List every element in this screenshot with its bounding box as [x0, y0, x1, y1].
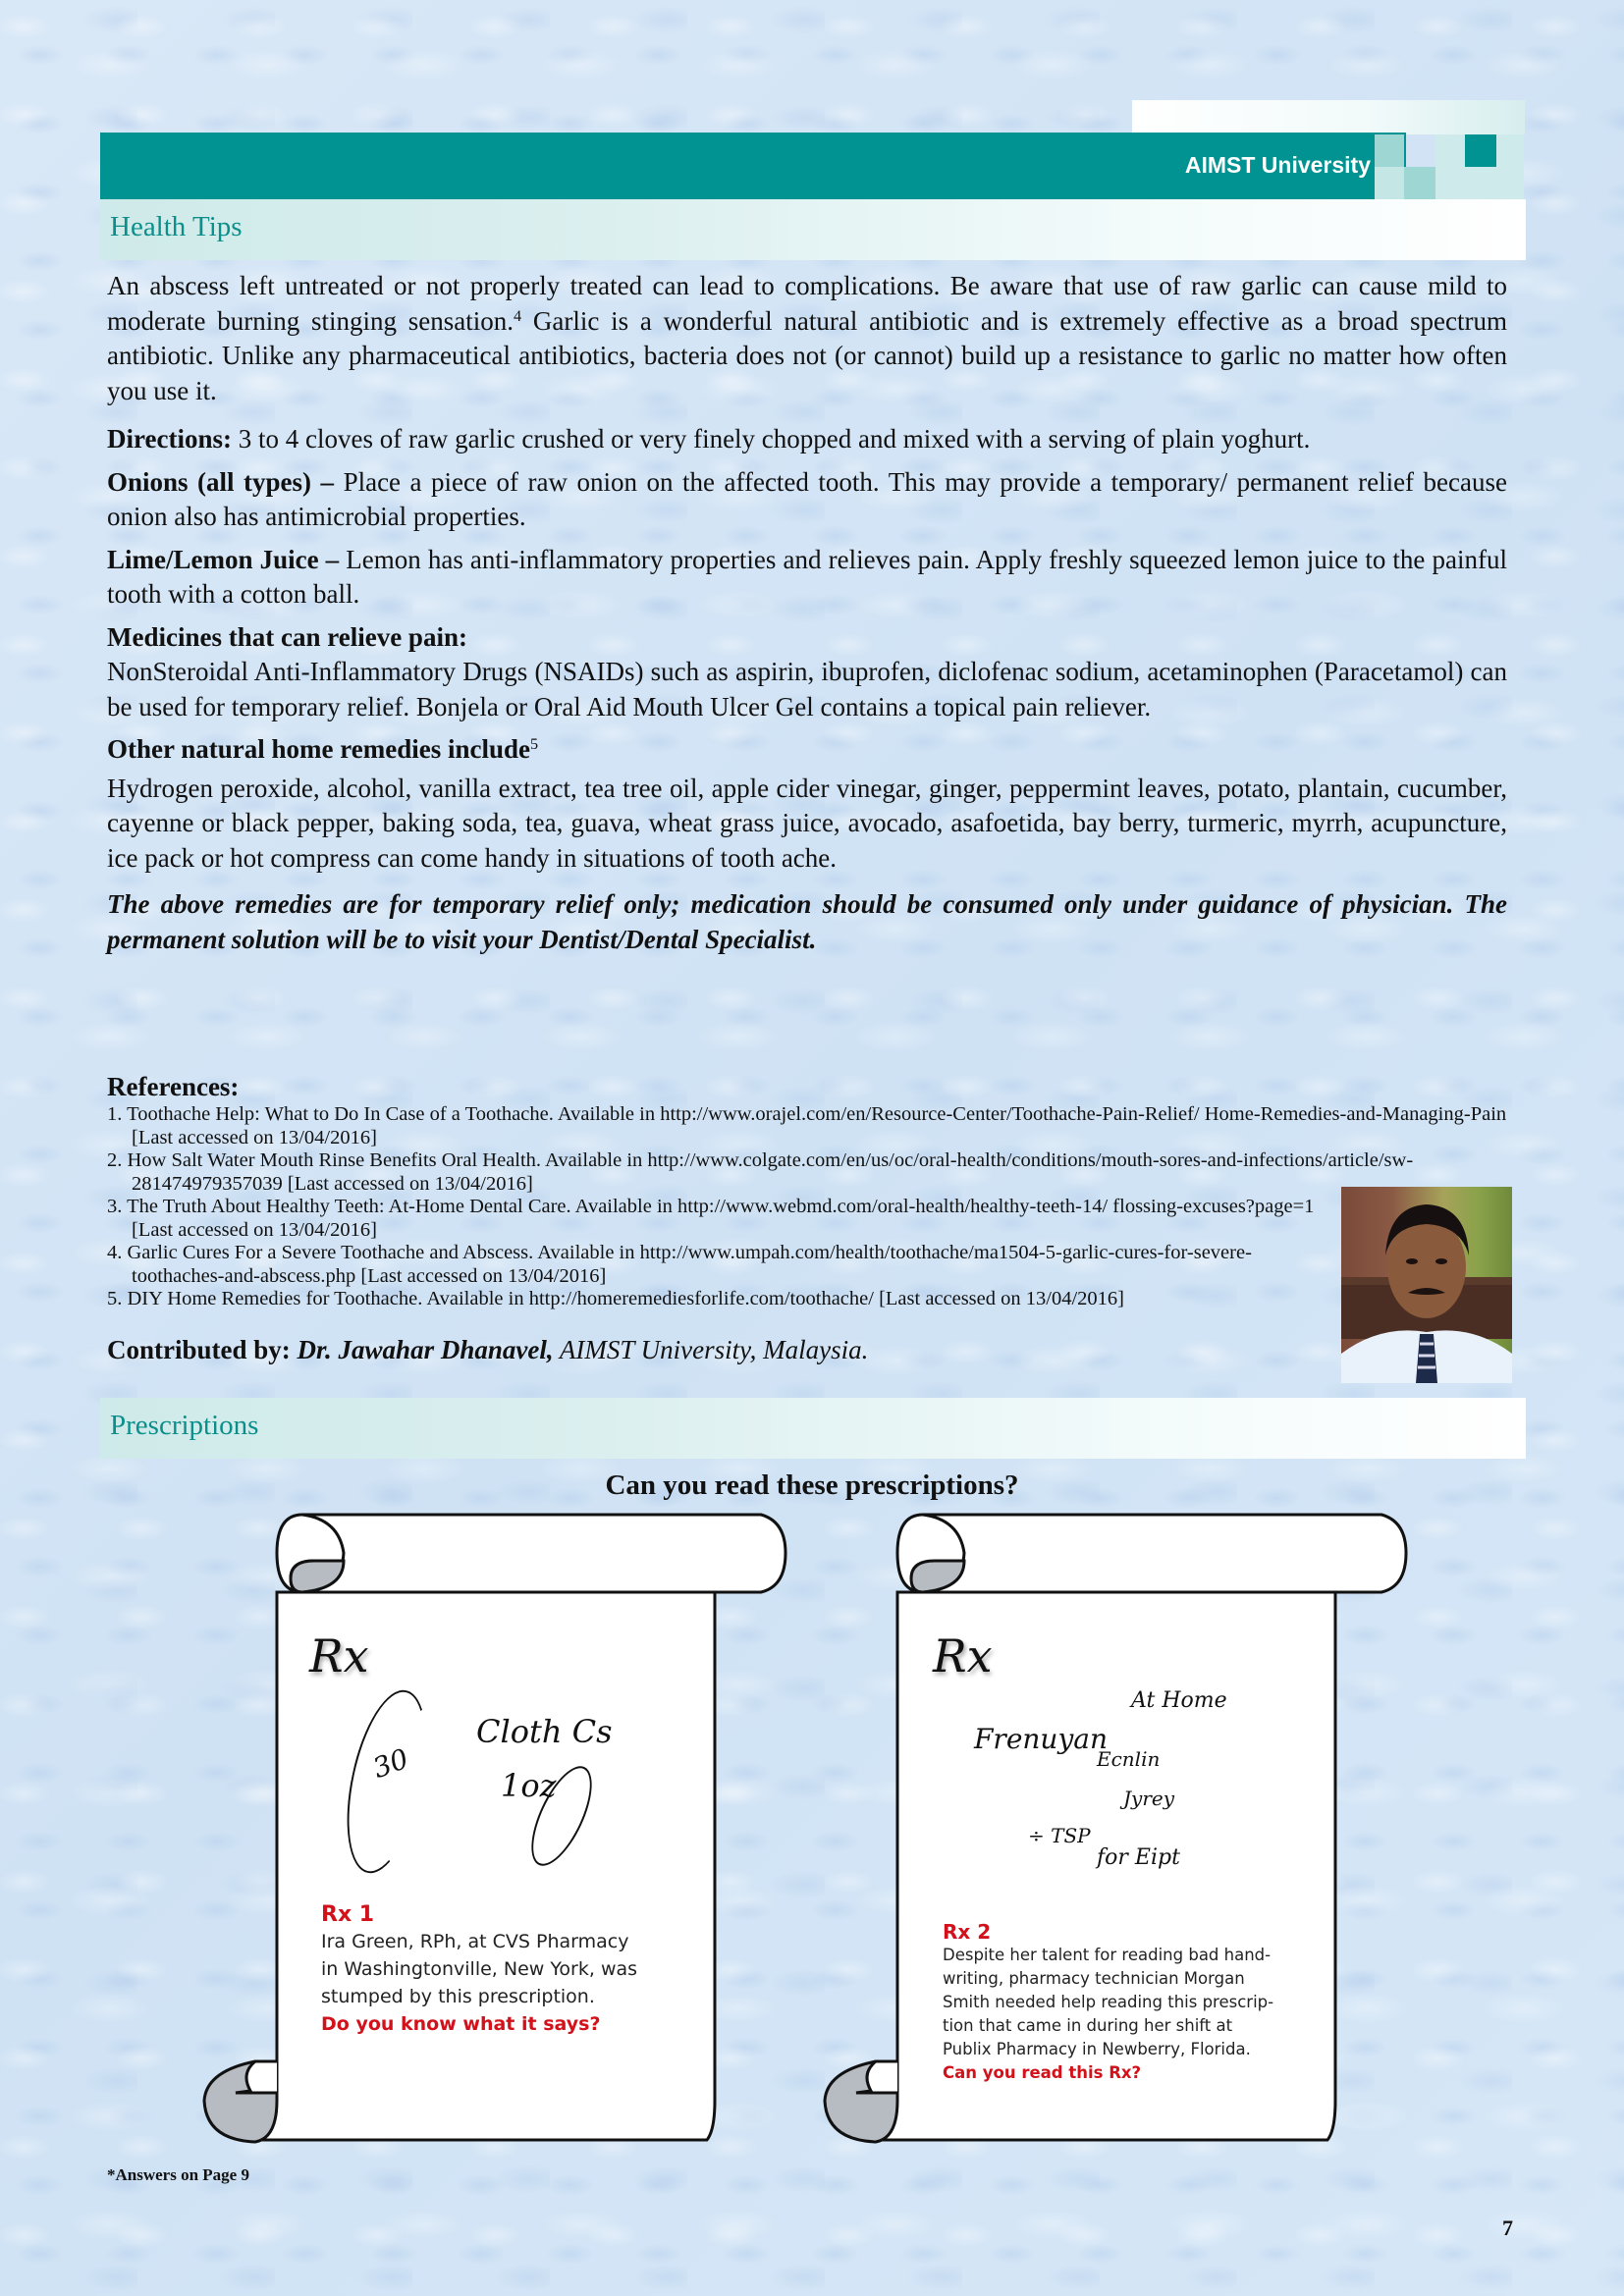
rx-caption: Rx 2 Despite her talent for reading bad hand- writing, pharmacy technician Morgan Smith needed help reading this prescrip- tion that came in during her shift at Publix Pharmacy in Newberry, Florida. Can you read this Rx? — [943, 1920, 1316, 2085]
reference-item: 1. Toothache Help: What to Do In Case of a Toothache. Available in http://www.orajel.com/en/Resource-Center/Toothache-Pain-Relief/ Home-Remedies-and-Managing-Pain [Last accessed on 13/04/2016] — [107, 1103, 1507, 1148]
rx-caption: Rx 1 Ira Green, RPh, at CVS Pharmacy in Washingtonville, New York, was stumped by this prescription. Do you know what it says? — [321, 1901, 694, 2038]
rx-symbol: Rx — [933, 1629, 993, 1682]
handwriting: ÷ TSP — [1028, 1824, 1091, 1847]
prescriptions-band — [100, 1398, 1526, 1459]
reference-item: 3. The Truth About Healthy Teeth: At-Home Dental Care. Available in http://www.webmd.com/oral-health/healthy-teeth-14/ flossing-excuses?page=1 [Last accessed on 13/04/2016] — [107, 1196, 1315, 1241]
contributor-photo — [1341, 1187, 1512, 1383]
contributor-affiliation: AIMST University, Malaysia. — [553, 1335, 869, 1364]
reference-item: 2. How Salt Water Mouth Rinse Benefits Oral Health. Available in http://www.colgate.com/en/us/oc/oral-health/conditions/mouth-sores-and-infections/article/sw-281474979357039 [Last accessed on 13/04/2016] — [107, 1149, 1414, 1195]
page-number: 7 — [1502, 2216, 1513, 2240]
brand-title: AIMST University — [1184, 152, 1371, 178]
lemon-label: Lime/Lemon Juice – — [107, 544, 340, 574]
header-decor-square — [1465, 134, 1496, 167]
other-remedies-heading: Other natural home remedies include$^5$ — [107, 734, 539, 764]
handwriting: Cloth Cs — [476, 1713, 613, 1750]
header-decor-square — [1375, 134, 1404, 167]
header-decor-square — [1375, 167, 1404, 199]
disclaimer-note: The above remedies are for temporary relief only; medication should be consumed only under guidance of physician. The permanent solution will be to visit your Dentist/Dental Specialist. — [107, 889, 1507, 954]
onions-paragraph: Onions (all types) – Place a piece of raw onion on the affected tooth. This may provide a temporary/ permanent relief because onion also has antimicrobial properties. — [107, 466, 1507, 531]
other-remedies-paragraph: Hydrogen peroxide, alcohol, vanilla extract, tea tree oil, apple cider vinegar, ginger, peppermint leaves, potato, plantain, cucumber, cayenne or black pepper, baking soda, tea, guava, wheat grass juice, avocado, asafoetida, bay berry, turmeric, myrrh, acupuncture, ice pack or hot compress can come handy in situations of tooth ache. — [107, 773, 1507, 873]
answers-footnote: *Answers on Page 9 — [107, 2165, 249, 2184]
health-tips-title: Health Tips — [110, 211, 243, 242]
directions-paragraph: Directions: 3 to 4 cloves of raw garlic crushed or very finely chopped and mixed with a serving of plain yoghurt. — [107, 424, 1311, 454]
contributor-line — [107, 1335, 868, 1365]
medicines-heading: Medicines that can relieve pain: — [107, 621, 467, 652]
prescription-card-1 — [196, 1512, 795, 2150]
handwriting: Ecnlin — [1097, 1747, 1161, 1771]
reference-item: 5. DIY Home Remedies for Toothache. Available in http://homeremediesforlife.com/toothache/ [Last accessed on 13/04/2016] — [107, 1288, 1124, 1309]
references — [107, 1070, 1511, 1311]
handwriting: for Eipt — [1097, 1845, 1180, 1870]
header-decor-square — [1404, 167, 1435, 199]
rx-symbol: Rx — [309, 1629, 369, 1682]
lemon-paragraph: Lime/Lemon Juice – Lemon has anti-inflammatory properties and relieves pain. Apply freshly squeezed lemon juice to the painful tooth with a cotton ball. — [107, 544, 1507, 609]
references-title: References: — [107, 1072, 240, 1101]
rx-cta: Do you know what it says? — [321, 2013, 601, 2035]
medicines-paragraph: NonSteroidal Anti-Inflammatory Drugs (NSAIDs) such as aspirin, ibuprofen, diclofenac sodium, acetaminophen (Paracetamol) can be used for temporary relief. Bonjela or Oral Aid Mouth Ulcer Gel contains a topical pain reliever. — [107, 657, 1507, 721]
reference-item: 4. Garlic Cures For a Severe Toothache and Abscess. Available in http://www.umpah.com/health/toothache/ma1504-5-garlic-cures-for-severe-toothaches-and-abscess.php [Last accessed on 13/04/2016] — [107, 1242, 1252, 1287]
onions-label: Onions (all types) – — [107, 466, 335, 497]
health-tips-band — [100, 199, 1526, 260]
directions-label: Directions: — [107, 424, 232, 454]
rx-cta: Can you read this Rx? — [943, 2063, 1142, 2082]
prescriptions-question: Can you read these prescriptions? — [605, 1469, 1019, 1501]
handwriting: At Home — [1131, 1688, 1227, 1713]
portrait-icon — [1341, 1187, 1512, 1383]
handwriting: 1oz — [501, 1767, 557, 1804]
handwriting: 30 — [368, 1741, 413, 1786]
rx-label: Rx 1 — [321, 1902, 375, 1927]
references-list — [107, 1103, 1511, 1311]
prescriptions-title: Prescriptions — [110, 1410, 259, 1441]
contributor-name: Dr. Jawahar Dhanavel, — [290, 1335, 554, 1364]
rx-label: Rx 2 — [943, 1920, 992, 1944]
citation-5: 5 — [529, 735, 539, 753]
header-accent-strip — [1132, 100, 1525, 134]
health-tips-body — [107, 269, 1507, 957]
citation-4: 4 — [514, 306, 522, 325]
contributor-label: Contributed by: — [107, 1335, 291, 1364]
intro-paragraph: An abscess left untreated or not properly treated can lead to complications. Be aware that use of raw garlic can cause mild to moderate burning stinging sensation.$^4$ Garlic is a wonderful natural antibiotic and is extremely effective as a broad spectrum antibiotic. Unlike any pharmaceutical antibiotics, bacteria does not (or cannot) build up a resistance to garlic no matter how often you use it. — [107, 271, 1508, 405]
handwriting: Jyrey — [1123, 1787, 1175, 1810]
prescription-card-2 — [817, 1512, 1416, 2150]
handwriting: Frenuyan — [974, 1723, 1108, 1755]
scroll-paper-icon — [196, 1512, 795, 2150]
